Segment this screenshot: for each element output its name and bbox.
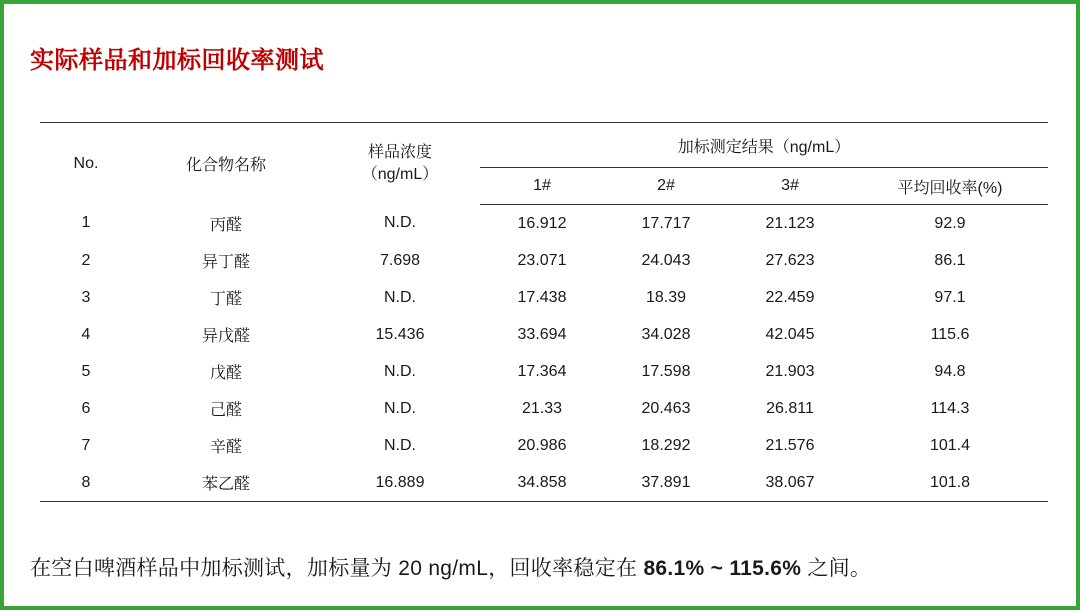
cell-concentration: 15.436 bbox=[375, 325, 425, 343]
cell-no: 8 bbox=[40, 464, 132, 502]
cell-replicate-1: 20.986 bbox=[517, 436, 567, 454]
cell-concentration: N.D. bbox=[384, 288, 416, 306]
cell-recovery: 86.1 bbox=[934, 251, 966, 269]
cell-replicate-1: 17.438 bbox=[517, 288, 567, 306]
header-replicate-1: 1# bbox=[480, 168, 604, 205]
cell-no: 4 bbox=[81, 325, 91, 343]
results-table bbox=[40, 122, 1048, 502]
cell-replicate-3: 21.903 bbox=[765, 362, 815, 380]
footer-note-part1: 在空白啤酒样品中加标测试，加标量为 20 ng/mL，回收率稳定在 bbox=[30, 557, 644, 580]
table-head bbox=[40, 123, 1048, 205]
cell-concentration: N.D. bbox=[384, 214, 416, 232]
cell-concentration: N.D. bbox=[384, 436, 416, 454]
cell-replicate-3: 42.045 bbox=[765, 325, 815, 343]
header-sample-concentration bbox=[320, 123, 480, 205]
header-replicate-2: 2# bbox=[604, 168, 728, 205]
cell-recovery: 115.6 bbox=[930, 325, 970, 343]
table-row bbox=[40, 242, 1048, 279]
header-sample-concentration-line1: 样品浓度 bbox=[367, 144, 432, 162]
cell-compound: 戊醛 bbox=[209, 365, 242, 382]
table-row bbox=[40, 390, 1048, 427]
cell-concentration: N.D. bbox=[384, 362, 416, 380]
header-sample-concentration-line2: （ng/mL） bbox=[361, 165, 439, 183]
cell-no: 1 bbox=[81, 214, 91, 232]
cell-recovery: 114.3 bbox=[930, 399, 970, 417]
cell-recovery: 97.1 bbox=[934, 288, 966, 306]
footer-note-highlight: 86.1% ~ 115.6% bbox=[643, 557, 802, 580]
cell-replicate-3: 27.623 bbox=[765, 251, 815, 269]
cell-concentration: 16.889 bbox=[320, 464, 480, 502]
cell-concentration: N.D. bbox=[384, 399, 416, 417]
cell-compound: 辛醛 bbox=[209, 439, 242, 456]
cell-no: 5 bbox=[81, 362, 91, 380]
cell-no: 2 bbox=[81, 251, 91, 269]
cell-replicate-2: 18.39 bbox=[645, 288, 687, 306]
cell-recovery: 101.4 bbox=[929, 436, 971, 454]
cell-replicate-2: 37.891 bbox=[604, 464, 728, 502]
cell-replicate-1: 17.364 bbox=[517, 362, 567, 380]
cell-replicate-3: 21.123 bbox=[765, 214, 815, 232]
table-row bbox=[40, 205, 1048, 243]
cell-compound: 异丁醛 bbox=[201, 254, 250, 271]
footer-note bbox=[30, 552, 871, 582]
cell-replicate-1: 21.33 bbox=[521, 399, 563, 417]
header-average-recovery: 平均回收率(%) bbox=[852, 168, 1048, 205]
cell-replicate-3: 38.067 bbox=[728, 464, 852, 502]
cell-replicate-2: 17.598 bbox=[641, 362, 691, 380]
cell-replicate-1: 34.858 bbox=[480, 464, 604, 502]
cell-compound: 丁醛 bbox=[209, 291, 242, 308]
cell-replicate-2: 34.028 bbox=[641, 325, 691, 343]
cell-replicate-1: 33.694 bbox=[517, 325, 567, 343]
cell-compound: 苯乙醛 bbox=[132, 464, 320, 502]
cell-recovery: 92.9 bbox=[934, 214, 966, 232]
cell-no: 3 bbox=[81, 288, 91, 306]
cell-compound: 异戊醛 bbox=[201, 328, 250, 345]
header-compound: 化合物名称 bbox=[132, 123, 320, 205]
cell-no: 7 bbox=[81, 436, 91, 454]
cell-replicate-1: 16.912 bbox=[517, 214, 567, 232]
cell-replicate-3: 22.459 bbox=[765, 288, 815, 306]
table-row bbox=[40, 353, 1048, 390]
footer-note-part2: 之间。 bbox=[801, 557, 872, 580]
header-spike-group: 加标测定结果（ng/mL） bbox=[480, 123, 1048, 168]
cell-recovery: 101.8 bbox=[852, 464, 1048, 502]
cell-compound: 丙醛 bbox=[209, 216, 242, 234]
cell-replicate-2: 18.292 bbox=[641, 436, 691, 454]
cell-replicate-3: 21.576 bbox=[765, 436, 815, 454]
header-no: No. bbox=[40, 123, 132, 205]
cell-replicate-2: 17.717 bbox=[641, 214, 691, 232]
cell-concentration: 7.698 bbox=[379, 251, 421, 269]
table-row bbox=[40, 316, 1048, 353]
page-title: 实际样品和加标回收率测试 bbox=[30, 47, 324, 74]
cell-compound: 己醛 bbox=[209, 402, 242, 419]
cell-replicate-3: 26.811 bbox=[766, 399, 814, 417]
table-body bbox=[40, 205, 1048, 502]
cell-replicate-1: 23.071 bbox=[517, 251, 567, 269]
results-table-wrapper bbox=[40, 122, 1048, 502]
table-row bbox=[40, 427, 1048, 464]
cell-recovery: 94.8 bbox=[934, 362, 966, 380]
header-replicate-3: 3# bbox=[728, 168, 852, 205]
cell-no: 6 bbox=[81, 399, 91, 417]
table-header-row-1 bbox=[40, 123, 1048, 168]
cell-replicate-2: 24.043 bbox=[641, 251, 691, 269]
table-row bbox=[40, 279, 1048, 316]
table-row bbox=[40, 464, 1048, 502]
cell-replicate-2: 20.463 bbox=[641, 399, 691, 417]
